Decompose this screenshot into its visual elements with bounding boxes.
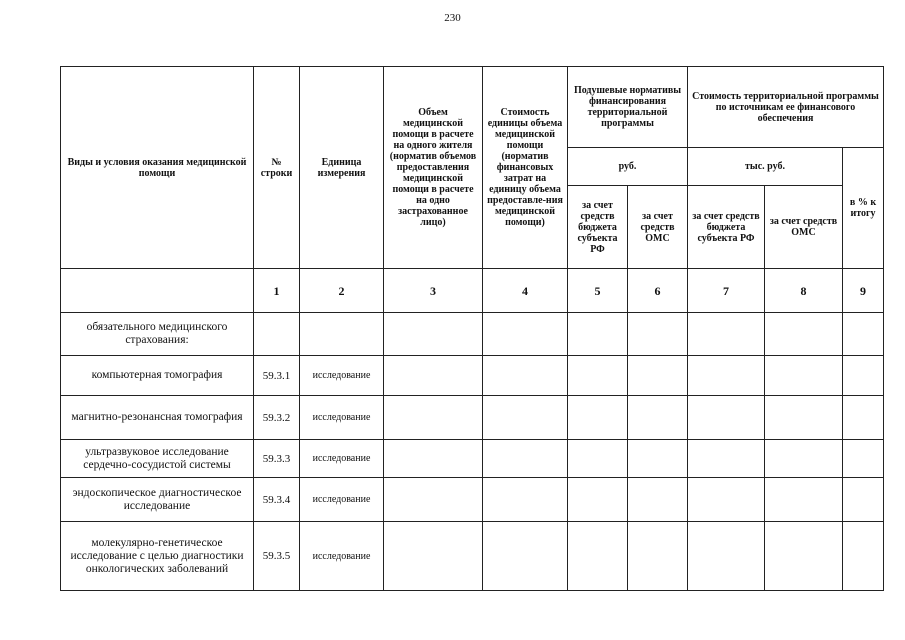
data-cell: [765, 522, 843, 591]
data-cell: [843, 356, 884, 396]
row-code: 59.3.1: [254, 356, 300, 396]
data-cell: [568, 356, 628, 396]
row-code: 59.3.2: [254, 396, 300, 440]
data-cell: [568, 478, 628, 522]
data-cell: [843, 478, 884, 522]
data-cell: [628, 313, 688, 356]
data-cell: [688, 356, 765, 396]
data-cell: [628, 396, 688, 440]
data-cell: [765, 396, 843, 440]
row-name: эндоскопическое диагностическое исследование: [61, 478, 254, 522]
data-cell: [483, 313, 568, 356]
data-cell: [483, 356, 568, 396]
data-cell: [688, 522, 765, 591]
data-cell: [765, 356, 843, 396]
data-cell: [688, 396, 765, 440]
data-cell: [628, 522, 688, 591]
data-cell: [688, 478, 765, 522]
data-cell: [568, 396, 628, 440]
data-cell: [765, 313, 843, 356]
row-unit: [300, 313, 384, 356]
data-cell: [843, 522, 884, 591]
table-row: [61, 313, 884, 356]
table-row: [61, 396, 884, 440]
financing-table: [60, 66, 884, 591]
data-cell: [765, 478, 843, 522]
table-row: [61, 478, 884, 522]
column-number: 1: [254, 269, 300, 313]
data-cell: [843, 440, 884, 478]
column-number: 5: [568, 269, 628, 313]
row-unit: исследование: [300, 440, 384, 478]
page-number: 230: [444, 12, 461, 24]
row-name: магнитно-резонансная томография: [61, 396, 254, 440]
row-name: обязательного медицинского страхования:: [61, 313, 254, 356]
row-unit: исследование: [300, 522, 384, 591]
data-cell: [483, 522, 568, 591]
header-unit-cost: Стоимость единицы объема медицинской помощи (норматив финансовых затрат на единицу объема предоставле-ния медицинской помощи): [483, 67, 568, 269]
row-code: [254, 313, 300, 356]
row-name: компьютерная томография: [61, 356, 254, 396]
column-number: 3: [384, 269, 483, 313]
row-name: ультразвуковое исследование сердечно-сосудистой системы: [61, 440, 254, 478]
header-row-number: № строки: [254, 67, 300, 269]
data-cell: [568, 522, 628, 591]
header-per-capita-group: Подушевые нормативы финансирования территориальной программы: [568, 67, 688, 148]
data-cell: [384, 440, 483, 478]
data-cell: [384, 396, 483, 440]
data-cell: [568, 440, 628, 478]
data-cell: [628, 356, 688, 396]
data-cell: [628, 440, 688, 478]
column-number: 8: [765, 269, 843, 313]
row-unit: исследование: [300, 396, 384, 440]
header-percent-total: в % к итогу: [843, 148, 884, 269]
row-unit: исследование: [300, 478, 384, 522]
data-cell: [483, 440, 568, 478]
header-budget-rf-thousand: за счет средств бюджета субъекта РФ: [688, 186, 765, 269]
data-cell: [688, 440, 765, 478]
column-number: 2: [300, 269, 384, 313]
column-number-row: [61, 269, 884, 313]
data-cell: [843, 313, 884, 356]
column-number: 7: [688, 269, 765, 313]
table-row: [61, 440, 884, 478]
data-cell: [384, 313, 483, 356]
table-row: [61, 522, 884, 591]
data-cell: [384, 478, 483, 522]
table-row: [61, 356, 884, 396]
header-thousand-rub: тыс. руб.: [688, 148, 843, 186]
header-budget-rf-rub: за счет средств бюджета субъекта РФ: [568, 186, 628, 269]
row-code: 59.3.5: [254, 522, 300, 591]
data-cell: [843, 396, 884, 440]
header-oms-thousand: за счет средств ОМС: [765, 186, 843, 269]
row-name: молекулярно-генетическое исследование с целью диагностики онкологических заболеваний: [61, 522, 254, 591]
data-cell: [688, 313, 765, 356]
header-program-cost-group: Стоимость территориальной программы по источникам ее финансового обеспечения: [688, 67, 884, 148]
column-number-blank: [61, 269, 254, 313]
header-volume: Объем медицинской помощи в расчете на одного жителя (норматив объемов предоставления медицинской помощи в расчете на одно застрахованное лицо): [384, 67, 483, 269]
header-unit: Единица измерения: [300, 67, 384, 269]
column-number: 4: [483, 269, 568, 313]
row-code: 59.3.4: [254, 478, 300, 522]
data-cell: [384, 522, 483, 591]
data-cell: [384, 356, 483, 396]
data-cell: [483, 478, 568, 522]
row-code: 59.3.3: [254, 440, 300, 478]
column-number: 6: [628, 269, 688, 313]
data-cell: [483, 396, 568, 440]
row-unit: исследование: [300, 356, 384, 396]
header-rub: руб.: [568, 148, 688, 186]
data-cell: [765, 440, 843, 478]
header-name: Виды и условия оказания медицинской помощи: [61, 67, 254, 269]
data-cell: [628, 478, 688, 522]
data-cell: [568, 313, 628, 356]
column-number: 9: [843, 269, 884, 313]
header-oms-rub: за счет средств ОМС: [628, 186, 688, 269]
